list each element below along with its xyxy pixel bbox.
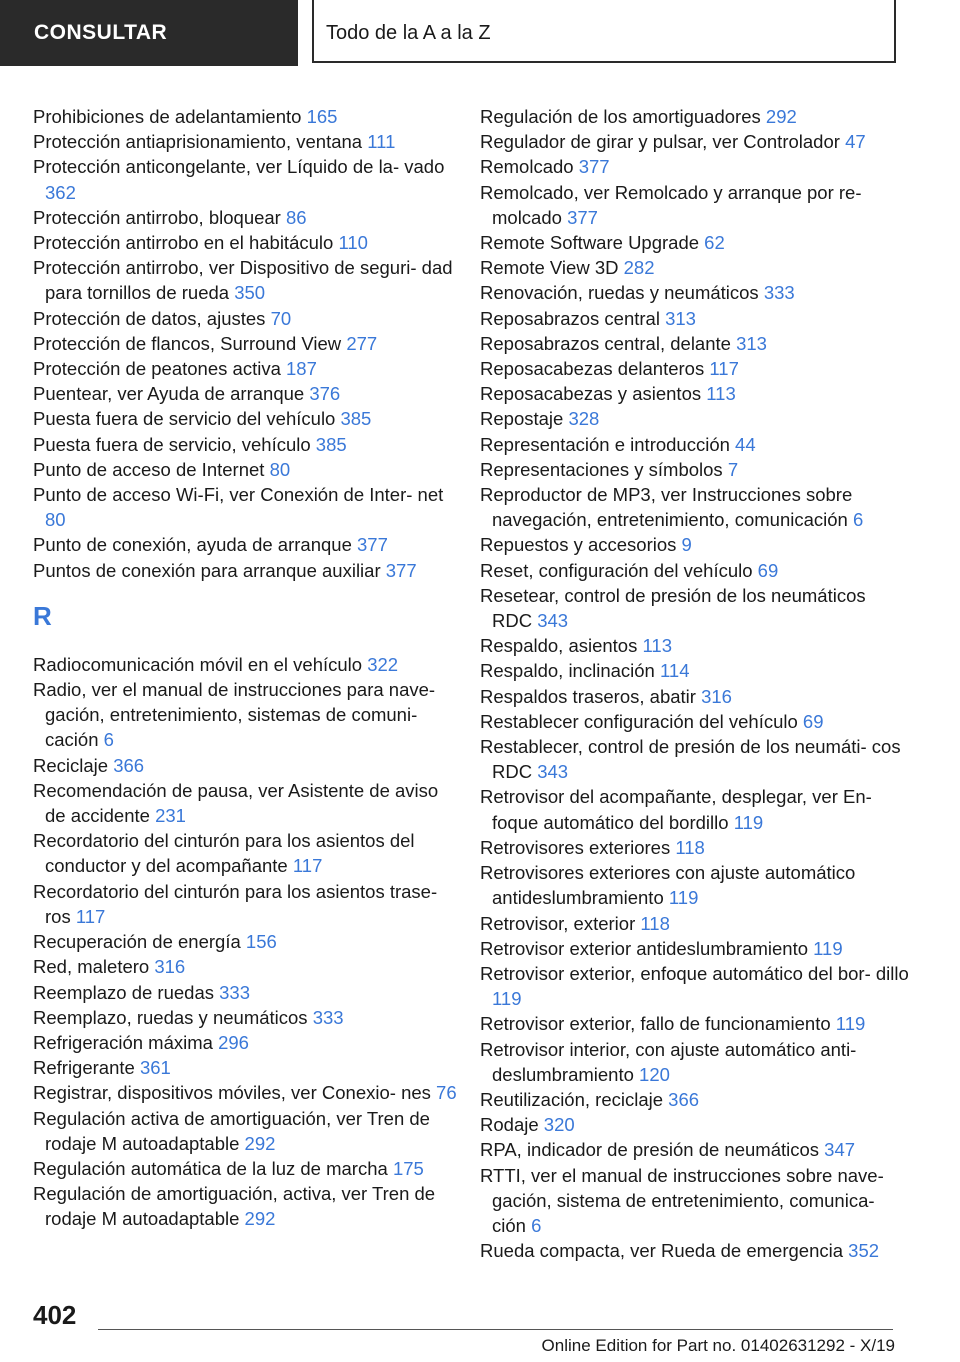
index-entry-term: Reemplazo, ruedas y neumáticos bbox=[33, 1006, 308, 1028]
index-entry-term: Restablecer configuración del vehículo bbox=[480, 710, 798, 732]
index-entry-page-link[interactable]: 9 bbox=[681, 534, 692, 556]
index-entry-page-link[interactable]: 119 bbox=[813, 937, 843, 959]
index-entry-page-link[interactable]: 119 bbox=[668, 887, 699, 909]
index-entry bbox=[480, 381, 910, 406]
index-entry bbox=[480, 734, 910, 784]
index-entry bbox=[480, 860, 910, 910]
index-entry-page-link[interactable]: 377 bbox=[385, 559, 417, 581]
index-entry-term: Recordatorio del cinturón para los asientos trase- ros bbox=[33, 880, 438, 927]
index-entry-page-link[interactable]: 350 bbox=[234, 282, 266, 304]
index-column-left bbox=[33, 104, 463, 1232]
index-entry bbox=[33, 1055, 463, 1080]
index-entry-page-link[interactable]: 187 bbox=[286, 358, 317, 380]
index-entry bbox=[480, 1137, 910, 1162]
index-entry-page-link[interactable]: 118 bbox=[675, 836, 705, 858]
index-entry-term: Retrovisor del acompañante, desplegar, ver En- foque automático del bordillo bbox=[480, 786, 872, 833]
index-entry bbox=[33, 1005, 463, 1030]
index-entry-page-link[interactable]: 69 bbox=[757, 559, 779, 581]
index-entry bbox=[480, 432, 910, 457]
index-entry-term: Respaldo, asientos bbox=[480, 635, 638, 657]
index-entry-page-link[interactable]: 80 bbox=[269, 458, 291, 480]
index-entry bbox=[480, 658, 910, 683]
index-entry-term: Resetear, control de presión de los neumáticos RDC bbox=[480, 584, 866, 632]
index-entry-term: Recordatorio del cinturón para los asientos del conductor y del acompañante bbox=[33, 830, 415, 877]
index-entry bbox=[480, 835, 910, 860]
index-entry-page-link[interactable]: 377 bbox=[567, 206, 598, 228]
index-entry-term: Protección anticongelante, ver Líquido de la- vado bbox=[33, 156, 445, 178]
index-entry bbox=[33, 331, 463, 356]
index-entry bbox=[480, 911, 910, 936]
index-entry bbox=[33, 104, 463, 129]
index-entry bbox=[480, 306, 910, 331]
index-entry-term: Repuestos y accesorios bbox=[480, 534, 677, 556]
index-entry-page-link[interactable]: 175 bbox=[392, 1157, 424, 1179]
index-entry-term: Radiocomunicación móvil en el vehículo bbox=[33, 653, 363, 675]
index-entry bbox=[480, 1011, 910, 1036]
index-entry bbox=[480, 709, 910, 734]
index-entry-term: Puentear, ver Ayuda de arranque bbox=[33, 383, 305, 405]
index-entry bbox=[33, 356, 463, 381]
index-entry bbox=[480, 633, 910, 658]
index-column-right bbox=[480, 104, 910, 1263]
index-entry-page-link[interactable]: 343 bbox=[537, 610, 569, 632]
index-entry bbox=[480, 280, 910, 305]
index-entry-page-link[interactable]: 111 bbox=[367, 131, 396, 153]
index-entry-term: Respaldo, inclinación bbox=[480, 660, 655, 682]
index-entry-term: Red, maletero bbox=[33, 956, 150, 978]
chapter-tab[interactable]: CONSULTAR bbox=[0, 0, 298, 66]
index-entry-page-link[interactable]: 69 bbox=[802, 710, 824, 732]
index-entry-page-link[interactable]: 6 bbox=[531, 1214, 542, 1236]
index-entry-page-link[interactable]: 316 bbox=[154, 956, 186, 978]
index-entry bbox=[33, 879, 463, 929]
index-entry-page-link[interactable]: 80 bbox=[45, 509, 66, 531]
index-entry-term: Reutilización, reciclaje bbox=[480, 1088, 664, 1110]
index-entry-term: Renovación, ruedas y neumáticos bbox=[480, 282, 759, 304]
index-entry-page-link[interactable]: 44 bbox=[735, 433, 756, 455]
index-entry bbox=[33, 432, 463, 457]
index-entry-term: Remote Software Upgrade bbox=[480, 232, 700, 254]
index-entry bbox=[480, 936, 910, 961]
index-letter-heading: R bbox=[33, 600, 52, 631]
index-entry bbox=[33, 954, 463, 979]
index-entry-page-link[interactable]: 292 bbox=[765, 106, 797, 127]
index-entry bbox=[480, 784, 910, 834]
index-entry-page-link[interactable]: 361 bbox=[139, 1057, 171, 1079]
index-entry-page-link[interactable]: 343 bbox=[537, 761, 569, 783]
index-entry-page-link[interactable]: 62 bbox=[704, 232, 725, 254]
index-entry-term: Retrovisores exteriores con ajuste automático antideslumbramiento bbox=[480, 862, 856, 909]
index-entry-term: Rodaje bbox=[480, 1114, 539, 1136]
index-entry-term: Remote View 3D bbox=[480, 257, 619, 279]
index-entry bbox=[480, 1112, 910, 1137]
index-entry-term: Remolcado bbox=[480, 156, 574, 178]
index-entry-term: Protección de peatones activa bbox=[33, 358, 281, 380]
index-entry-term: Regulación automática de la luz de marcha bbox=[33, 1157, 388, 1179]
index-entry-term: Refrigeración máxima bbox=[33, 1031, 213, 1053]
index-entry-page-link[interactable]: 117 bbox=[292, 855, 323, 877]
index-entry-page-link[interactable]: 328 bbox=[568, 408, 600, 430]
index-entry-page-link[interactable]: 231 bbox=[155, 805, 186, 827]
index-entry-term: Protección de datos, ajustes bbox=[33, 307, 266, 329]
index-entry-page-link[interactable]: 333 bbox=[219, 981, 251, 1003]
index-list-p bbox=[33, 104, 463, 583]
index-entry-term: Registrar, dispositivos móviles, ver Conexio- nes bbox=[33, 1082, 431, 1104]
index-entry bbox=[33, 482, 463, 532]
index-entry-term: Representaciones y símbolos bbox=[480, 458, 723, 480]
index-entry-term: Protección antirrobo, ver Dispositivo de seguri- dad para tornillos de rueda bbox=[33, 257, 453, 304]
index-entry-page-link[interactable]: 282 bbox=[623, 257, 655, 279]
index-entry-page-link[interactable]: 117 bbox=[75, 905, 106, 927]
index-entry-page-link[interactable]: 6 bbox=[852, 509, 864, 531]
index-entry-term: Protección antiaprisionamiento, ventana bbox=[33, 131, 363, 153]
index-entry-page-link[interactable]: 47 bbox=[845, 131, 866, 153]
index-entry-page-link[interactable]: 120 bbox=[639, 1063, 670, 1085]
index-entry-page-link[interactable]: 377 bbox=[357, 534, 388, 556]
index-entry-page-link[interactable]: 156 bbox=[245, 931, 277, 953]
index-entry bbox=[33, 1181, 463, 1231]
index-entry bbox=[33, 1156, 463, 1181]
index-entry-page-link[interactable]: 86 bbox=[286, 206, 307, 228]
index-entry-page-link[interactable]: 113 bbox=[706, 383, 736, 405]
index-entry-term: Puntos de conexión para arranque auxiliar bbox=[33, 559, 381, 581]
index-entry bbox=[480, 532, 910, 557]
index-entry bbox=[33, 406, 463, 431]
index-entry-term: Restablecer, control de presión de los neumáti- cos RDC bbox=[480, 736, 901, 783]
index-entry-term: Recomendación de pausa, ver Asistente de aviso de accidente bbox=[33, 779, 439, 827]
index-entry-term: Protección de flancos, Surround View bbox=[33, 332, 342, 354]
index-entry-page-link[interactable]: 316 bbox=[701, 685, 732, 707]
index-entry-term: RTTI, ver el manual de instrucciones sobre nave- gación, sistema de entretenimiento, comunica- ción bbox=[480, 1164, 884, 1236]
index-entry bbox=[33, 532, 463, 557]
index-list-r bbox=[33, 652, 463, 1232]
index-entry-page-link[interactable]: 333 bbox=[312, 1006, 344, 1028]
index-entry bbox=[480, 331, 910, 356]
index-entry-page-link[interactable]: 385 bbox=[315, 433, 347, 455]
index-list-r-continued bbox=[480, 104, 910, 1263]
index-entry-term: Remolcado, ver Remolcado y arranque por re- molcado bbox=[480, 181, 862, 228]
index-entry-term: Representación e introducción bbox=[480, 433, 730, 455]
index-entry-page-link[interactable]: 110 bbox=[338, 232, 368, 254]
index-entry-term: Reproductor de MP3, ver Instrucciones sobre navegación, entretenimiento, comunicación bbox=[480, 484, 853, 531]
index-entry-page-link[interactable]: 165 bbox=[306, 106, 338, 127]
index-entry-page-link[interactable]: 119 bbox=[733, 811, 764, 833]
index-entry bbox=[480, 129, 910, 154]
page-number: 402 bbox=[33, 1300, 77, 1330]
index-entry-term: Reposacabezas y asientos bbox=[480, 383, 702, 405]
index-entry-term: Reposabrazos central, delante bbox=[480, 332, 731, 354]
index-entry-term: Regulación de amortiguación, activa, ver Tren de rodaje M autoadaptable bbox=[33, 1183, 436, 1230]
index-entry-term: Reciclaje bbox=[33, 754, 109, 776]
index-entry-page-link[interactable]: 119 bbox=[492, 988, 522, 1010]
index-entry-term: Recuperación de energía bbox=[33, 931, 241, 953]
index-entry bbox=[33, 753, 463, 778]
index-entry-term: Puesta fuera de servicio del vehículo bbox=[33, 408, 336, 430]
index-entry-page-link[interactable]: 114 bbox=[659, 660, 690, 682]
index-entry bbox=[33, 154, 463, 204]
index-entry bbox=[480, 1087, 910, 1112]
index-entry bbox=[480, 255, 910, 280]
index-entry-term: Repostaje bbox=[480, 408, 564, 430]
index-entry bbox=[480, 482, 910, 532]
index-entry-page-link[interactable]: 366 bbox=[113, 754, 145, 776]
index-entry-term: Rueda compacta, ver Rueda de emergencia bbox=[480, 1240, 844, 1262]
index-entry-term: Reset, configuración del vehículo bbox=[480, 559, 753, 581]
index-entry bbox=[33, 1080, 463, 1105]
index-entry-page-link[interactable]: 113 bbox=[642, 635, 672, 657]
index-entry bbox=[480, 406, 910, 431]
index-entry-page-link[interactable]: 347 bbox=[824, 1139, 856, 1161]
index-entry-page-link[interactable]: 313 bbox=[736, 332, 767, 354]
index-entry bbox=[33, 1106, 463, 1156]
index-entry-page-link[interactable]: 117 bbox=[709, 358, 739, 380]
index-entry-term: Reposabrazos central bbox=[480, 307, 660, 329]
index-entry-term: Retrovisor interior, con ajuste automático anti- deslumbramiento bbox=[480, 1038, 857, 1085]
index-entry-term: Regulación activa de amortiguación, ver Tren de rodaje M autoadaptable bbox=[33, 1107, 430, 1154]
index-entry-term: Retrovisor, exterior bbox=[480, 912, 636, 934]
index-entry-page-link[interactable]: 118 bbox=[640, 912, 670, 934]
index-entry-page-link[interactable]: 6 bbox=[103, 729, 114, 751]
index-entry-page-link[interactable]: 320 bbox=[543, 1114, 575, 1136]
index-entry bbox=[33, 457, 463, 482]
index-entry-term: Reposacabezas delanteros bbox=[480, 358, 705, 380]
index-entry-term: Refrigerante bbox=[33, 1057, 135, 1079]
index-entry bbox=[33, 929, 463, 954]
index-entry bbox=[480, 684, 910, 709]
index-entry bbox=[33, 230, 463, 255]
index-entry bbox=[33, 255, 463, 305]
index-entry-term: Retrovisores exteriores bbox=[480, 836, 671, 858]
page-header bbox=[0, 0, 960, 66]
index-entry bbox=[33, 980, 463, 1005]
index-entry bbox=[480, 583, 910, 633]
section-title: Todo de la A a la Z bbox=[312, 0, 896, 63]
index-entry-page-link[interactable]: 119 bbox=[835, 1013, 866, 1035]
index-entry-page-link[interactable]: 292 bbox=[244, 1132, 276, 1154]
index-entry-term: Retrovisor exterior, enfoque automático del bor- dillo bbox=[480, 962, 909, 984]
index-entry bbox=[480, 961, 910, 1011]
index-entry bbox=[33, 205, 463, 230]
index-entry bbox=[480, 1163, 910, 1239]
index-entry bbox=[33, 828, 463, 878]
index-entry bbox=[33, 558, 463, 583]
index-entry-term: Puesta fuera de servicio, vehículo bbox=[33, 433, 311, 455]
index-entry-term: Radio, ver el manual de instrucciones para nave- gación, entretenimiento, sistemas de comuni- cación bbox=[33, 679, 436, 751]
index-entry bbox=[480, 230, 910, 255]
index-entry-page-link[interactable]: 70 bbox=[270, 307, 292, 329]
index-entry-term: Regulación de los amortiguadores bbox=[480, 106, 761, 127]
index-entry bbox=[480, 1238, 910, 1263]
index-entry-term: RPA, indicador de presión de neumáticos bbox=[480, 1139, 820, 1161]
index-entry-page-link[interactable]: 376 bbox=[309, 383, 341, 405]
index-entry-page-link[interactable]: 277 bbox=[346, 332, 378, 354]
index-entry-term: Punto de acceso de Internet bbox=[33, 458, 265, 480]
index-entry bbox=[480, 180, 910, 230]
index-entry-page-link[interactable]: 76 bbox=[436, 1082, 457, 1104]
index-entry-page-link[interactable]: 352 bbox=[848, 1240, 880, 1262]
index-entry-page-link[interactable]: 322 bbox=[367, 653, 399, 675]
index-entry bbox=[33, 778, 463, 828]
footer-divider bbox=[98, 1329, 893, 1330]
index-entry-page-link[interactable]: 333 bbox=[763, 282, 795, 304]
index-entry-term: Retrovisor exterior antideslumbramiento bbox=[480, 937, 808, 959]
index-entry bbox=[33, 1030, 463, 1055]
index-entry bbox=[480, 457, 910, 482]
index-entry-term: Prohibiciones de adelantamiento bbox=[33, 106, 302, 127]
index-entry-term: Punto de conexión, ayuda de arranque bbox=[33, 534, 352, 556]
footer-edition: Online Edition for Part no. 01402631292 - X/19 bbox=[541, 1336, 895, 1355]
index-entry bbox=[480, 154, 910, 179]
index-entry bbox=[33, 306, 463, 331]
index-entry bbox=[33, 677, 463, 753]
index-entry-page-link[interactable]: 292 bbox=[244, 1208, 276, 1230]
index-entry-page-link[interactable]: 362 bbox=[45, 181, 76, 203]
index-entry-term: Punto de acceso Wi-Fi, ver Conexión de Inter- net bbox=[33, 484, 444, 506]
index-entry bbox=[480, 1037, 910, 1087]
index-entry-term: Respaldos traseros, abatir bbox=[480, 685, 696, 707]
index-entry bbox=[480, 558, 910, 583]
index-entry-page-link[interactable]: 296 bbox=[218, 1031, 249, 1053]
index-entry bbox=[480, 356, 910, 381]
index-entry-term: Regulador de girar y pulsar, ver Controlador bbox=[480, 131, 840, 153]
index-entry-page-link[interactable]: 7 bbox=[727, 458, 739, 480]
index-entry-page-link[interactable]: 313 bbox=[665, 307, 696, 329]
index-entry-page-link[interactable]: 385 bbox=[340, 408, 372, 430]
index-entry bbox=[480, 104, 910, 129]
index-entry-page-link[interactable]: 366 bbox=[668, 1088, 700, 1110]
index-entry bbox=[33, 129, 463, 154]
index-entry-term: Protección antirrobo en el habitáculo bbox=[33, 232, 334, 254]
index-entry-term: Reemplazo de ruedas bbox=[33, 981, 214, 1003]
index-entry bbox=[33, 652, 463, 677]
index-entry bbox=[33, 381, 463, 406]
index-entry-page-link[interactable]: 377 bbox=[578, 156, 610, 178]
index-entry-term: Protección antirrobo, bloquear bbox=[33, 206, 281, 228]
index-entry-term: Retrovisor exterior, fallo de funcionamiento bbox=[480, 1013, 831, 1035]
